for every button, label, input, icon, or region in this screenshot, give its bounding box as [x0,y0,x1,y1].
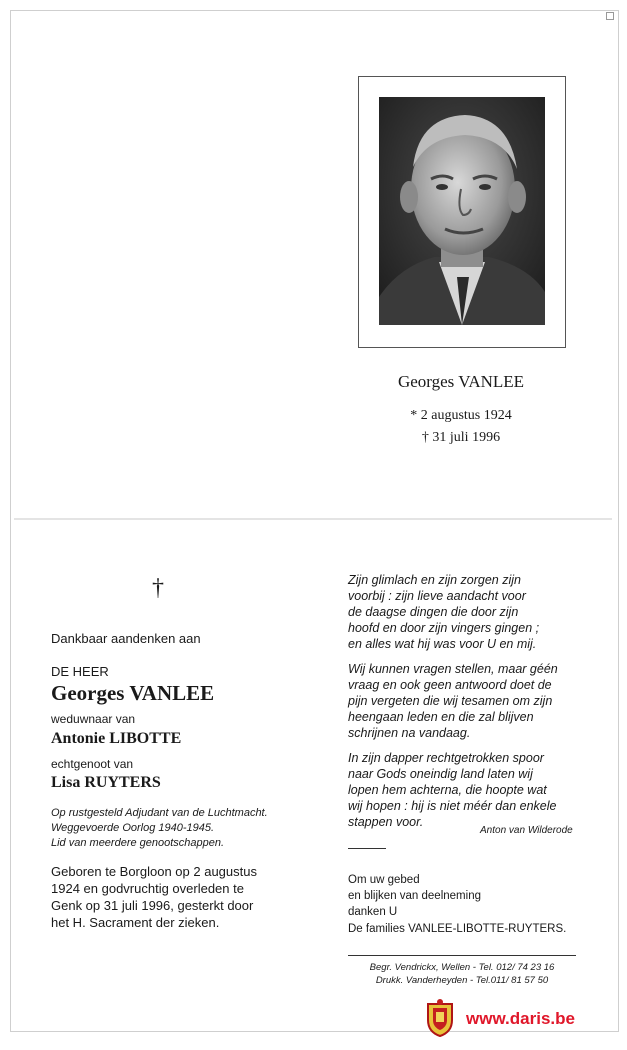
husband-label: echtgenoot van [51,757,134,771]
front-name: Georges VANLEE [397,372,525,391]
spouse-first: Antonie LIBOTTE [51,730,182,747]
bio-line: 1924 en godvruchtig overleden te [51,881,244,896]
front-death-date: † 31 juli 1996 [421,430,501,445]
poem-line: In zijn dapper rechtgetrokken spoor [348,751,544,765]
divider [348,848,386,849]
daris-crest-logo [425,998,455,1038]
portrait-photo [379,97,545,325]
watermark-site: www.daris.be [466,1009,575,1028]
poem-line: voorbij : zijn lieve aandacht voor [348,589,526,603]
title-text: DE HEER [51,664,109,679]
bio-line: Genk op 31 juli 1996, gesterkt door [51,898,254,913]
poem-line: de daagse dingen die door zijn [348,605,519,619]
poem-line: schrijnen na vandaag. [348,726,471,740]
poem-line: heengaan leden en die zal blijven [348,710,534,724]
poem-line: Zijn glimlach en zijn zorgen zijn [348,573,521,587]
intro-text: Dankbaar aandenken aan [51,631,201,646]
honor-line: Op rustgesteld Adjudant van de Luchtmacht. [51,807,268,819]
families-line: De families VANLEE-LIBOTTE-RUYTERS. [348,923,567,935]
thanks-line: danken U [348,906,398,918]
honor-line: Lid van meerdere genootschappen. [51,837,225,849]
widower-label: weduwnaar van [51,712,136,726]
thanks-line: Om uw gebed [348,874,420,886]
thanks-line: en blijken van deelneming [348,890,481,902]
printer-line: Drukk. Vanderheyden - Tel.011/ 81 57 50 [375,975,549,986]
poem-line: wij hopen : hij is niet méér dan enkele [348,799,557,813]
poem-line: stappen voor. [348,815,424,829]
bio-line: het H. Sacrament der zieken. [51,915,220,930]
poem-line: lopen hem achterna, die hoopte wat [348,783,547,797]
cross-symbol: † [152,575,164,601]
deceased-name: Georges VANLEE [51,681,215,705]
portrait-frame [358,76,566,348]
poem-line: Wij kunnen vragen stellen, maar géén [348,662,558,676]
printer-line: Begr. Vendrickx, Wellen - Tel. 012/ 74 23 16 [369,962,555,973]
poem-line: pijn vergeten die wij tesamen om zijn [348,694,553,708]
portrait-image [379,97,545,325]
poem-author: Anton van Wilderode [480,825,573,836]
front-birth-date: * 2 augustus 1924 [410,408,512,423]
spouse-second: Lisa RUYTERS [51,774,161,791]
poem-line: naar Gods oneindig land laten wij [348,767,533,781]
poem-line: hoofd en door zijn vingers gingen ; [348,621,540,635]
poem-line: vraag en ook geen antwoord doet de [348,678,552,692]
bio-line: Geboren te Borgloon op 2 augustus [51,864,257,879]
fold-line [14,518,612,520]
honor-line: Weggevoerde Oorlog 1940-1945. [51,822,215,834]
corner-mark [606,12,614,20]
poem-line: en alles wat hij was voor U en mij. [348,637,537,651]
printer-divider [348,955,576,956]
crest-icon [425,998,455,1038]
